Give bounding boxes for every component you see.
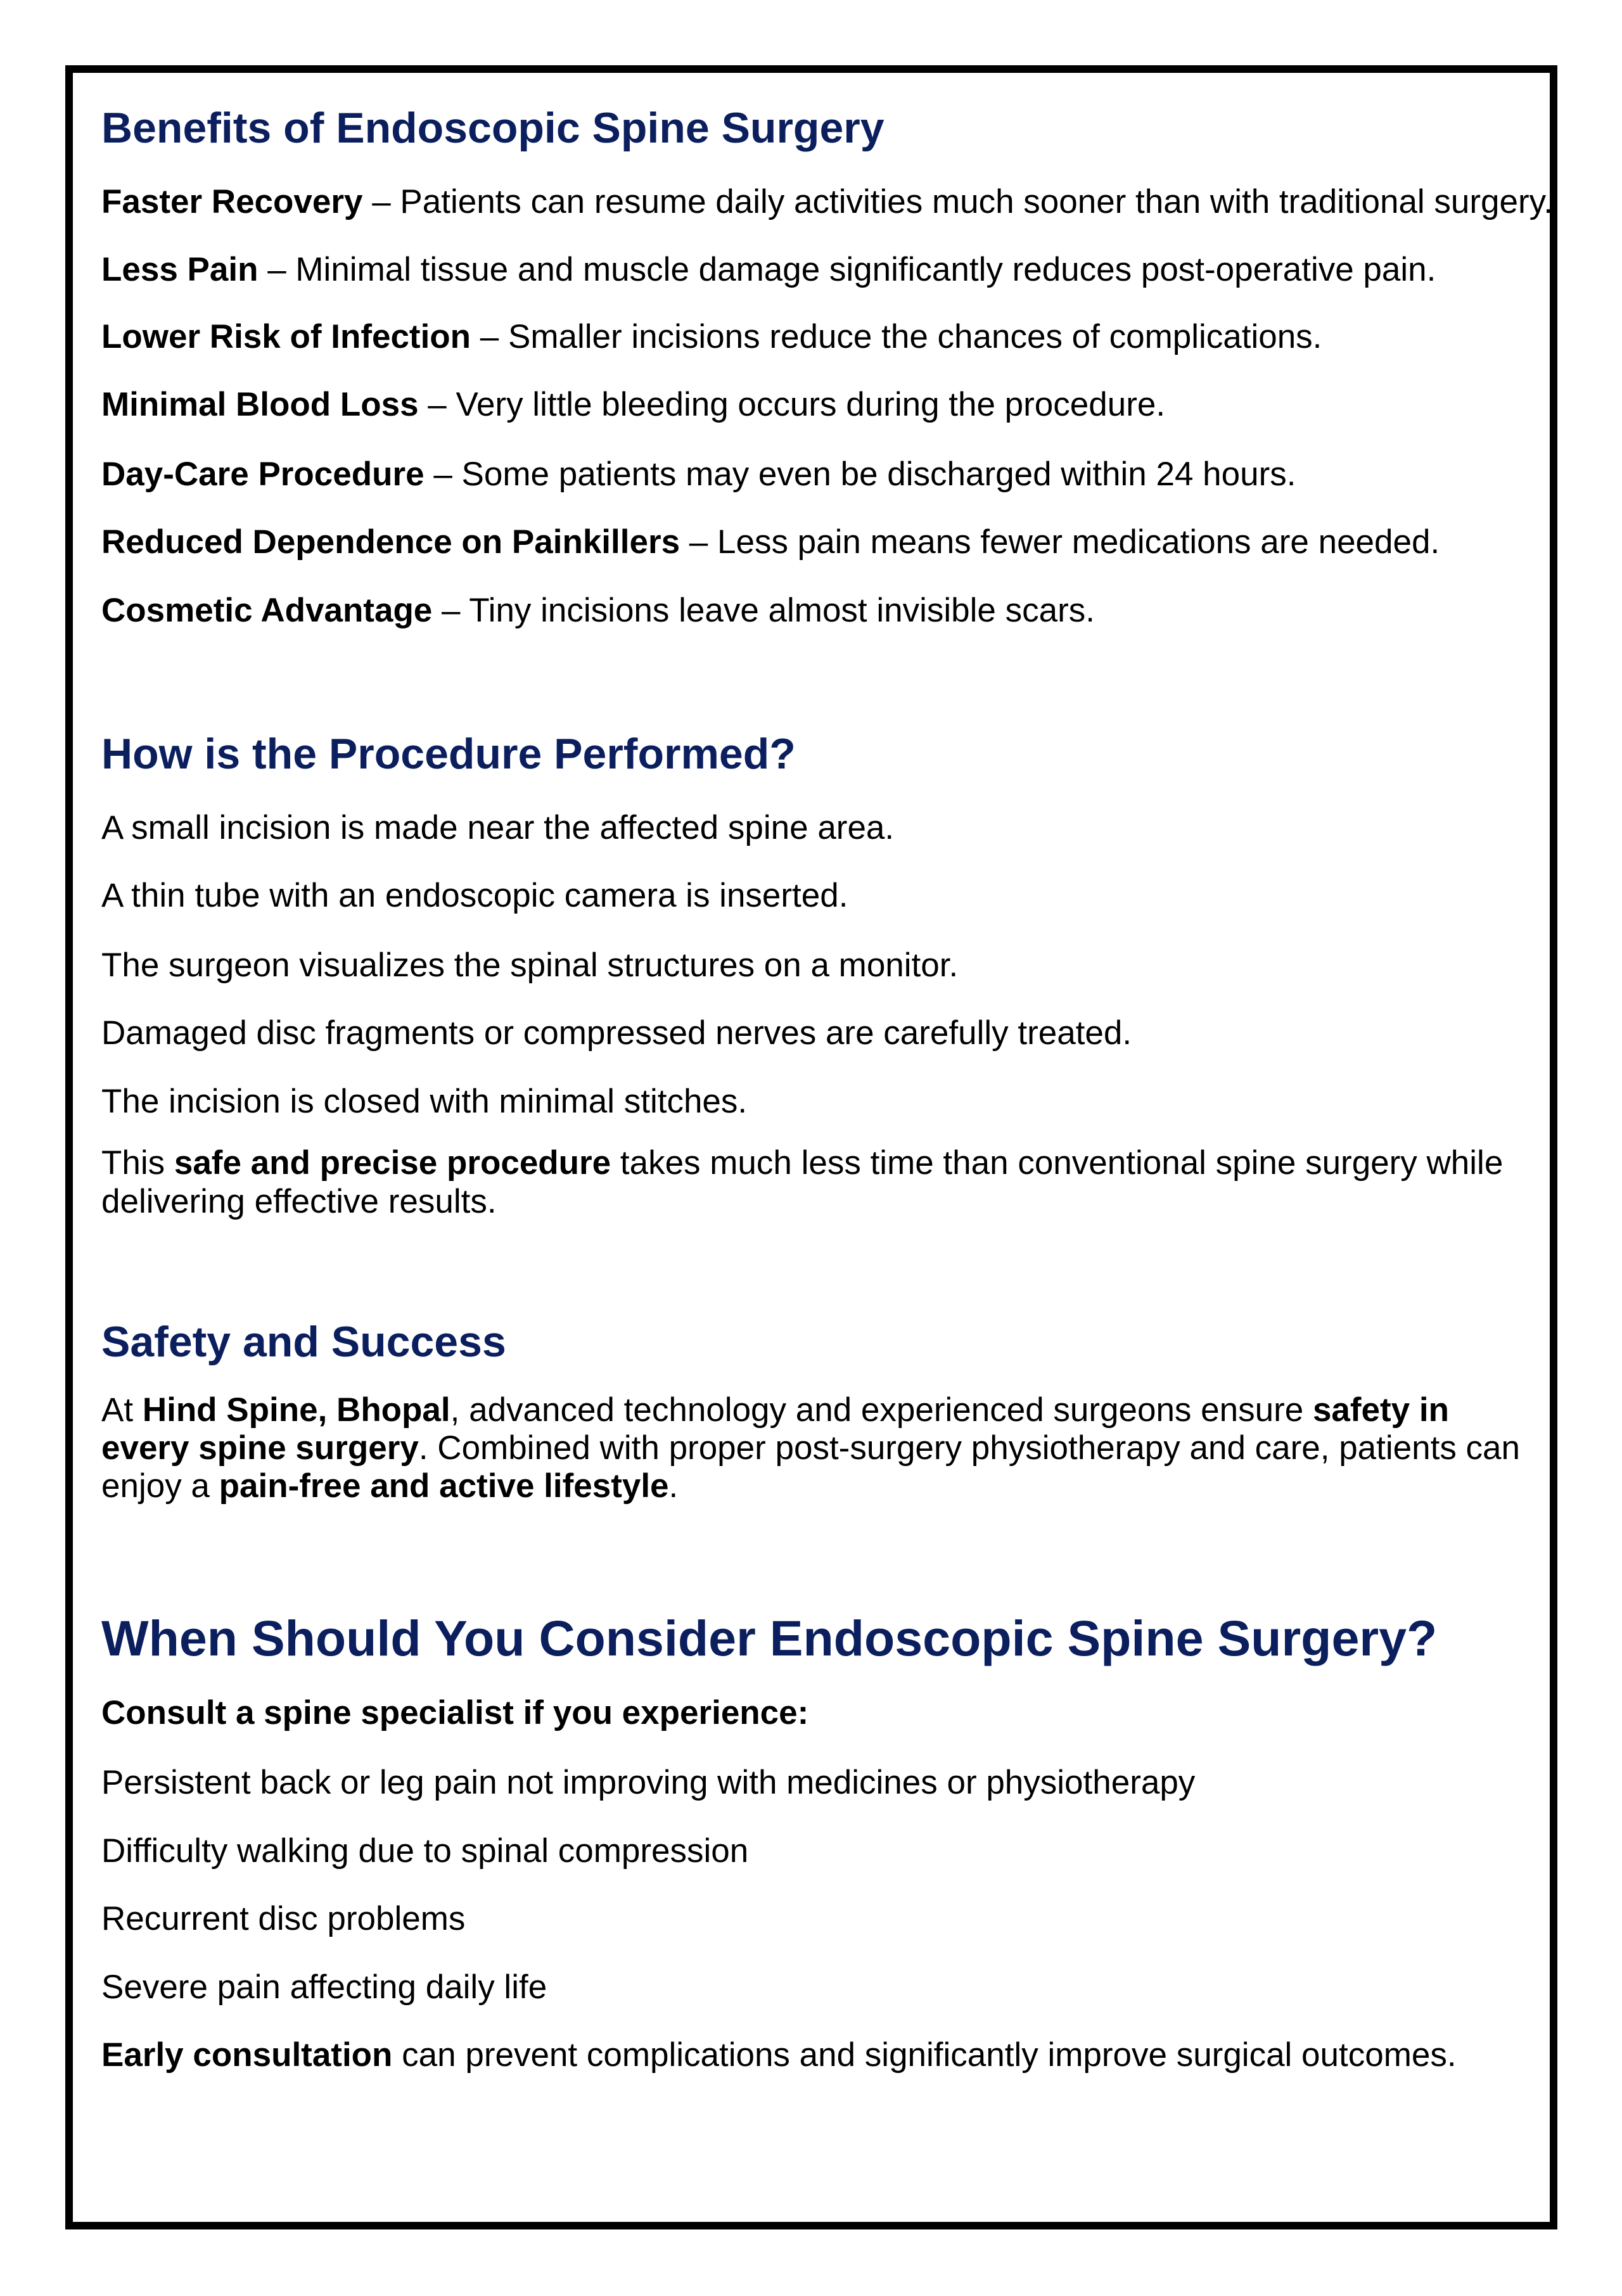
separator: – bbox=[424, 456, 462, 493]
safety-heading: Safety and Success bbox=[101, 1318, 506, 1366]
separator: – bbox=[680, 523, 717, 561]
safety-text: , advanced technology and experienced surgeons ensure bbox=[450, 1391, 1313, 1429]
procedure-step: A small incision is made near the affected spine area. bbox=[101, 809, 895, 846]
symptom-item: Difficulty walking due to spinal compression bbox=[101, 1832, 749, 1870]
benefit-term: Cosmetic Advantage bbox=[101, 592, 433, 629]
benefit-term: Reduced Dependence on Painkillers bbox=[101, 523, 680, 561]
benefit-desc: Very little bleeding occurs during the procedure. bbox=[456, 386, 1166, 423]
symptom-item: Persistent back or leg pain not improving with medicines or physiotherapy bbox=[101, 1764, 1196, 1801]
closing-text: can prevent complications and significantly improve surgical outcomes. bbox=[392, 2036, 1457, 2074]
summary-emphasis: safe and precise procedure bbox=[174, 1144, 611, 1182]
clinic-name: Hind Spine, Bhopal bbox=[142, 1391, 450, 1429]
symptom-item: Recurrent disc problems bbox=[101, 1900, 466, 1937]
benefit-term: Lower Risk of Infection bbox=[101, 318, 471, 355]
symptom-item: Severe pain affecting daily life bbox=[101, 1968, 547, 2006]
procedure-step: A thin tube with an endoscopic camera is inserted. bbox=[101, 877, 848, 914]
closing-emphasis: Early consultation bbox=[101, 2036, 393, 2074]
procedure-step: The surgeon visualizes the spinal structures on a monitor. bbox=[101, 947, 959, 984]
benefit-item bbox=[101, 457, 1296, 491]
benefit-desc: Minimal tissue and muscle damage significantly reduces post-operative pain. bbox=[295, 251, 1436, 288]
benefit-term: Faster Recovery bbox=[101, 183, 363, 220]
benefit-item bbox=[101, 185, 1553, 219]
benefit-term: Minimal Blood Loss bbox=[101, 386, 419, 423]
procedure-summary bbox=[101, 1144, 1540, 1221]
separator: – bbox=[471, 318, 508, 355]
benefit-item bbox=[101, 525, 1440, 559]
summary-text: This bbox=[101, 1144, 174, 1182]
benefit-desc: Some patients may even be discharged within 24 hours. bbox=[461, 456, 1296, 493]
separator: – bbox=[258, 251, 296, 288]
benefit-item bbox=[101, 594, 1095, 627]
benefit-term: Day-Care Procedure bbox=[101, 456, 425, 493]
procedure-step: The incision is closed with minimal stitches. bbox=[101, 1083, 748, 1120]
closing-statement bbox=[101, 2038, 1457, 2072]
safety-paragraph bbox=[101, 1391, 1533, 1505]
benefit-item bbox=[101, 253, 1436, 286]
benefit-desc: Smaller incisions reduce the chances of complications. bbox=[508, 318, 1322, 355]
lifestyle-emphasis: pain-free and active lifestyle bbox=[219, 1467, 669, 1505]
procedure-heading: How is the Procedure Performed? bbox=[101, 730, 796, 778]
safety-emphasis: safety in every spine surgery bbox=[101, 1391, 1449, 1467]
benefits-heading: Benefits of Endoscopic Spine Surgery bbox=[101, 104, 884, 152]
benefit-desc: Patients can resume daily activities much sooner than with traditional surgery. bbox=[400, 183, 1553, 220]
benefit-term: Less Pain bbox=[101, 251, 259, 288]
separator: – bbox=[362, 183, 400, 220]
when-heading: When Should You Consider Endoscopic Spine Surgery? bbox=[101, 1610, 1438, 1666]
safety-text: . Combined with proper post-surgery physiotherapy and care, patients can enjoy a bbox=[101, 1429, 1521, 1505]
separator: – bbox=[418, 386, 456, 423]
procedure-step: Damaged disc fragments or compressed nerves are carefully treated. bbox=[101, 1014, 1132, 1052]
benefit-item bbox=[101, 320, 1322, 354]
when-intro: Consult a spine specialist if you experience: bbox=[101, 1694, 809, 1732]
separator: – bbox=[432, 592, 469, 629]
safety-text: At bbox=[101, 1391, 143, 1429]
benefit-desc: Tiny incisions leave almost invisible scars. bbox=[469, 592, 1095, 629]
benefit-desc: Less pain means fewer medications are needed. bbox=[717, 523, 1440, 561]
safety-text: . bbox=[668, 1467, 679, 1505]
summary-text: takes much less time than conventional spine surgery while delivering effective results. bbox=[101, 1144, 1504, 1220]
benefit-item bbox=[101, 388, 1165, 421]
